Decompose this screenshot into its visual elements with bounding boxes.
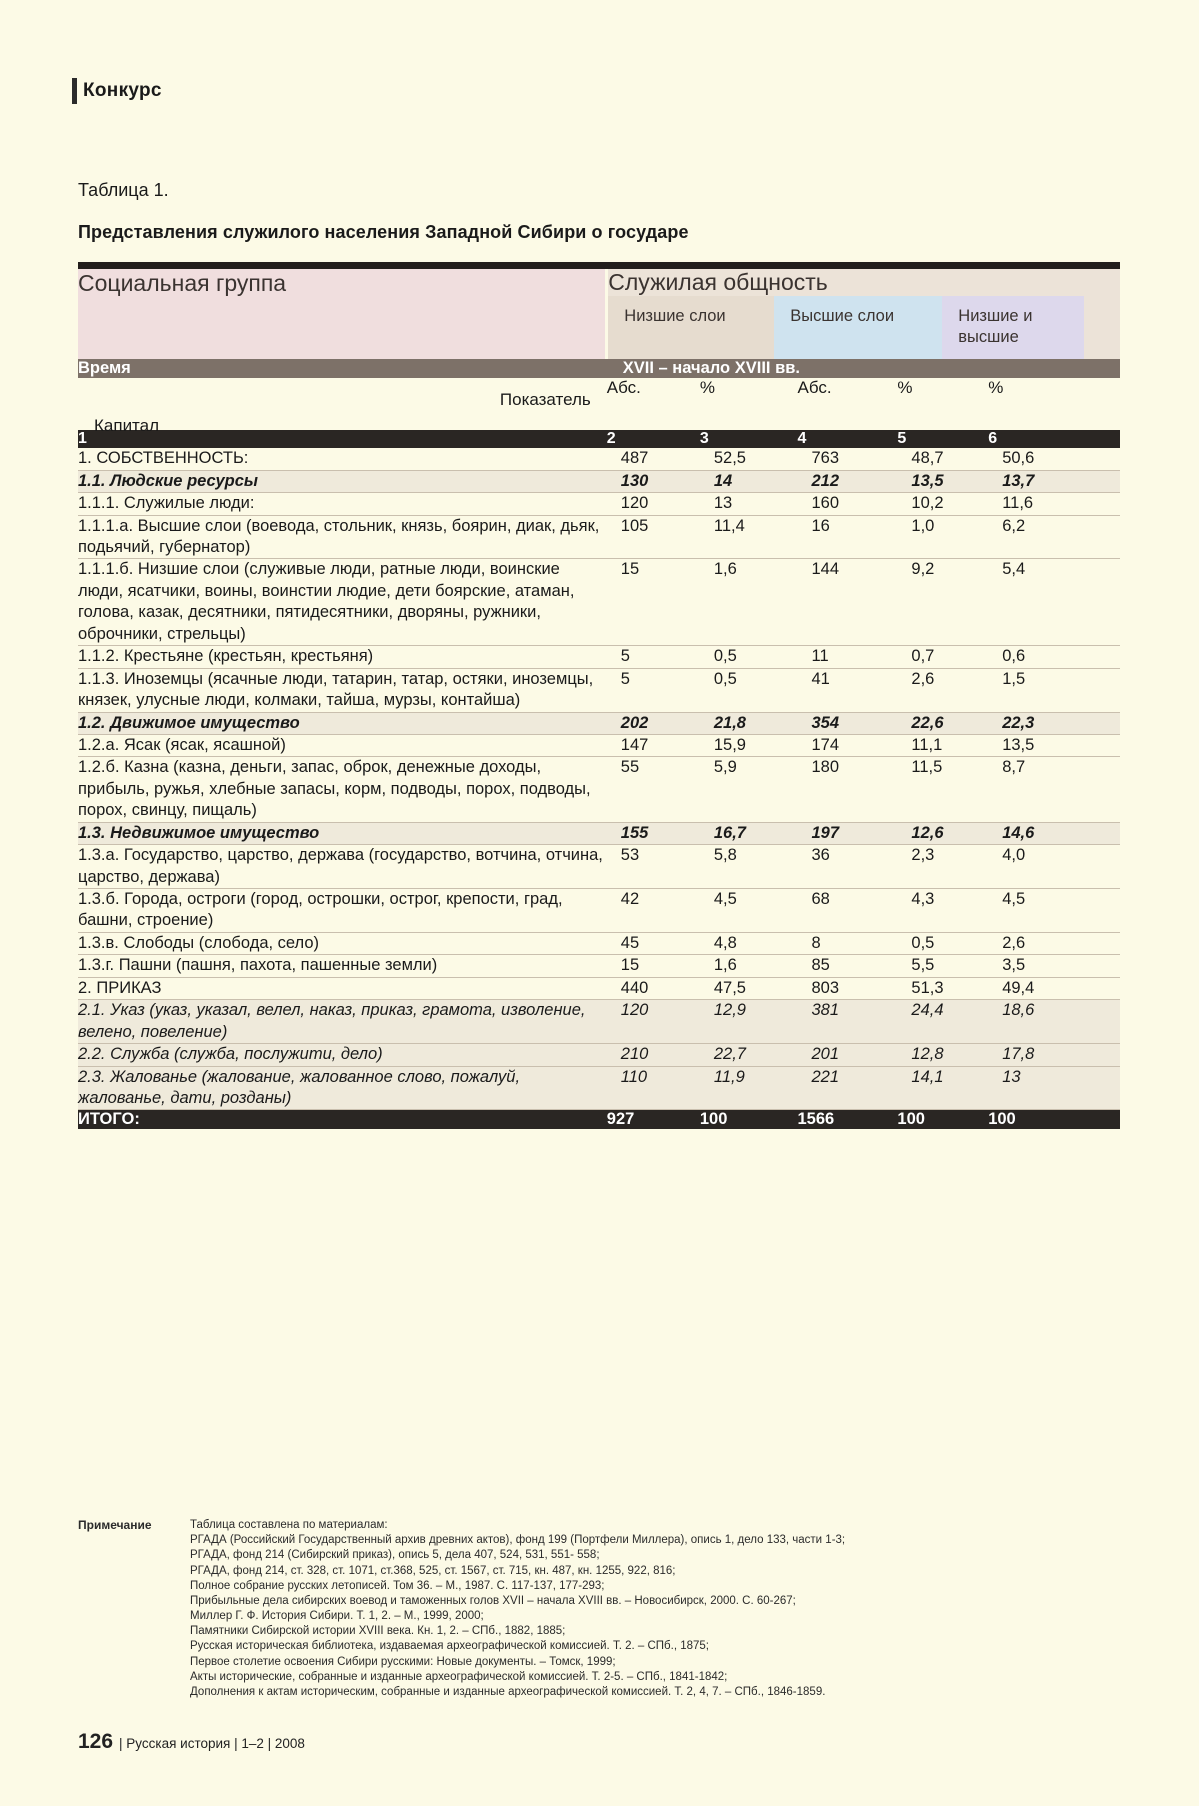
row-value-1: 120 — [607, 1000, 700, 1044]
column-number-row — [78, 430, 1120, 448]
table-row — [78, 493, 1120, 515]
row-label: 1.1.2. Крестьяне (крестьян, крестьяня) — [78, 646, 607, 668]
row-value-2: 0,5 — [700, 646, 798, 668]
unit-header-1: Абс. — [607, 378, 700, 430]
row-label: 1.1.1. Служилые люди: — [78, 493, 607, 515]
row-label: 1.3.в. Слободы (слобода, село) — [78, 932, 607, 954]
row-value-5: 13,5 — [988, 734, 1120, 756]
page-footer — [78, 1730, 305, 1754]
row-value-1: 105 — [607, 515, 700, 559]
row-label: 1.3.г. Пашни (пашня, пахота, пашенные земли) — [78, 955, 607, 977]
row-label: 1.2.а. Ясак (ясак, ясашной) — [78, 734, 607, 756]
row-value-2: 11,9 — [700, 1066, 798, 1110]
row-label: 1.2.б. Казна (казна, деньги, запас, оброк, денежные доходы, прибыль, ружья, хлебные запасы, корм, подводы, порох, подводы, порох, свинцу, пищаль) — [78, 757, 607, 822]
colnum-3: 3 — [700, 430, 798, 448]
row-value-1: 120 — [607, 493, 700, 515]
row-value-1: 202 — [607, 712, 700, 734]
table-row — [78, 559, 1120, 646]
row-label: 1.1.1.б. Низшие слои (служивые люди, ратные люди, воинские люди, ясатчики, воины, воинстии людие, дети боярские, атаман, голова, казак, десятники, пятидесятники, дворяны, ружники, оброчники, стрельцы) — [78, 559, 607, 646]
row-value-5: 49,4 — [988, 977, 1120, 999]
row-value-3: 381 — [798, 1000, 898, 1044]
row-value-4: 13,5 — [897, 470, 988, 492]
table-row — [78, 712, 1120, 734]
total-row — [78, 1110, 1120, 1130]
table-row — [78, 955, 1120, 977]
table-row — [78, 757, 1120, 822]
row-value-2: 11,4 — [700, 515, 798, 559]
row-value-3: 144 — [798, 559, 898, 646]
row-value-1: 15 — [607, 559, 700, 646]
header-accent-bar — [72, 78, 77, 104]
row-value-5: 6,2 — [988, 515, 1120, 559]
total-v4: 100 — [897, 1110, 988, 1130]
table-top-rule — [78, 262, 1120, 269]
row-value-3: 36 — [798, 845, 898, 889]
note-line: Миллер Г. Ф. История Сибири. Т. 1, 2. – М., 1999, 2000; — [190, 1610, 484, 1623]
col-header-both: Низшие и высшие — [942, 296, 1084, 359]
social-group-header: Социальная группа — [78, 269, 607, 359]
row-value-2: 4,8 — [700, 932, 798, 954]
table-row — [78, 1044, 1120, 1066]
note-line: Полное собрание русских летописей. Том 36. – М., 1987. С. 117-137, 177-293; — [190, 1579, 605, 1592]
data-table — [78, 262, 1120, 1129]
row-value-3: 85 — [798, 955, 898, 977]
note-line: Прибыльные дела сибирских воевод и таможенных голов XVII – начала XVIII вв. – Новосибирск, 2000. С. 60-267; — [190, 1594, 796, 1607]
row-value-1: 53 — [607, 845, 700, 889]
table-row — [78, 668, 1120, 712]
table-row — [78, 734, 1120, 756]
notes-block — [78, 1518, 1128, 1700]
row-value-4: 2,6 — [897, 668, 988, 712]
row-value-1: 155 — [607, 822, 700, 844]
row-value-2: 12,9 — [700, 1000, 798, 1044]
row-value-4: 51,3 — [897, 977, 988, 999]
row-value-3: 212 — [798, 470, 898, 492]
row-value-2: 15,9 — [700, 734, 798, 756]
row-value-4: 10,2 — [897, 493, 988, 515]
row-value-2: 47,5 — [700, 977, 798, 999]
row-value-5: 13 — [988, 1066, 1120, 1110]
row-value-5: 11,6 — [988, 493, 1120, 515]
notes-body — [190, 1518, 1128, 1700]
unit-header-2: % — [700, 378, 798, 430]
note-line: Памятники Сибирской истории XVIII века. Кн. 1, 2. – СПб., 1882, 1885; — [190, 1625, 566, 1638]
page-header — [72, 78, 162, 104]
time-label: Время — [78, 359, 607, 378]
row-value-5: 4,5 — [988, 889, 1120, 933]
row-label: 2.1. Указ (указ, указал, велел, наказ, приказ, грамота, изволение, велено, повеление) — [78, 1000, 607, 1044]
row-label: 1.1.1.а. Высшие слои (воевода, стольник, князь, боярин, диак, дьяк, подьячий, губернатор) — [78, 515, 607, 559]
row-value-3: 221 — [798, 1066, 898, 1110]
indicator-label: Показатель — [499, 390, 591, 410]
row-value-4: 1,0 — [897, 515, 988, 559]
colnum-6: 6 — [988, 430, 1120, 448]
note-line: Акты исторические, собранные и изданные археографической комиссией. Т. 2-5. – СПб., 1841-1842; — [190, 1670, 728, 1683]
colnum-5: 5 — [897, 430, 988, 448]
row-value-4: 22,6 — [897, 712, 988, 734]
row-value-5: 2,6 — [988, 932, 1120, 954]
table-row — [78, 1000, 1120, 1044]
row-value-1: 440 — [607, 977, 700, 999]
capital-label: Капитал — [94, 416, 160, 436]
table-title: Представления служилого населения Западной Сибири о государе — [78, 222, 689, 242]
row-value-4: 5,5 — [897, 955, 988, 977]
row-value-2: 0,5 — [700, 668, 798, 712]
col-header-high: Высшие слои — [774, 296, 942, 359]
row-label: 1.2. Движимое имущество — [78, 712, 607, 734]
row-value-1: 55 — [607, 757, 700, 822]
row-value-2: 1,6 — [700, 559, 798, 646]
row-value-5: 22,3 — [988, 712, 1120, 734]
row-value-5: 13,7 — [988, 470, 1120, 492]
row-value-2: 5,9 — [700, 757, 798, 822]
time-value: XVII – начало XVIII вв. — [607, 359, 1120, 378]
total-v2: 100 — [700, 1110, 798, 1130]
row-value-2: 4,5 — [700, 889, 798, 933]
row-label: 1.1.3. Иноземцы (ясачные люди, татарин, татар, остяки, иноземцы, князек, улусные люди, колмаки, тайша, мурзы, контайша) — [78, 668, 607, 712]
table-row — [78, 845, 1120, 889]
row-value-2: 16,7 — [700, 822, 798, 844]
row-value-1: 110 — [607, 1066, 700, 1110]
community-subcolumns — [608, 296, 1120, 359]
table-row — [78, 470, 1120, 492]
journal-info: | Русская история | 1–2 | 2008 — [119, 1736, 305, 1751]
note-line: Русская историческая библиотека, издаваемая археографической комиссией. Т. 2. – СПб., 1875; — [190, 1640, 709, 1653]
row-value-2: 1,6 — [700, 955, 798, 977]
row-label: 1. СОБСТВЕННОСТЬ: — [78, 448, 607, 470]
row-label: 2.2. Служба (служба, послужити, дело) — [78, 1044, 607, 1066]
row-value-5: 0,6 — [988, 646, 1120, 668]
row-value-4: 12,6 — [897, 822, 988, 844]
row-value-3: 8 — [798, 932, 898, 954]
row-value-2: 21,8 — [700, 712, 798, 734]
row-value-2: 13 — [700, 493, 798, 515]
row-value-4: 24,4 — [897, 1000, 988, 1044]
row-label: 1.3. Недвижимое имущество — [78, 822, 607, 844]
row-value-4: 14,1 — [897, 1066, 988, 1110]
table-row — [78, 448, 1120, 470]
row-value-5: 50,6 — [988, 448, 1120, 470]
row-value-4: 48,7 — [897, 448, 988, 470]
row-value-5: 18,6 — [988, 1000, 1120, 1044]
row-value-2: 14 — [700, 470, 798, 492]
unit-header-3: Абс. — [798, 378, 898, 430]
table-row — [78, 1066, 1120, 1110]
table-number: Таблица 1. — [78, 180, 169, 200]
row-value-3: 201 — [798, 1044, 898, 1066]
row-value-4: 11,1 — [897, 734, 988, 756]
row-label: 2.3. Жалованье (жалование, жалованное слово, пожалуй, жалованье, дати, розданы) — [78, 1066, 607, 1110]
row-value-4: 11,5 — [897, 757, 988, 822]
row-value-3: 180 — [798, 757, 898, 822]
col-header-low: Низшие слои — [608, 296, 774, 359]
row-value-2: 5,8 — [700, 845, 798, 889]
time-row — [78, 359, 1120, 378]
row-value-1: 130 — [607, 470, 700, 492]
table-body — [78, 448, 1120, 1110]
row-value-4: 2,3 — [897, 845, 988, 889]
row-value-1: 147 — [607, 734, 700, 756]
note-line: РГАДА (Российский Государственный архив древних актов), фонд 199 (Портфели Миллера), опись 1, дело 133, части 1-3; — [190, 1534, 846, 1547]
indicator-left-cell — [78, 378, 607, 436]
row-value-5: 4,0 — [988, 845, 1120, 889]
total-v1: 927 — [607, 1110, 700, 1130]
total-label: ИТОГО: — [78, 1110, 607, 1130]
note-line: Дополнения к актам историческим, собранные и изданные археографической комиссией. Т. 2, 4, 7. – СПб., 1846-1859. — [190, 1685, 826, 1698]
unit-header-4: % — [897, 378, 988, 430]
row-value-5: 3,5 — [988, 955, 1120, 977]
note-line: РГАДА, фонд 214, ст. 328, ст. 1071, ст.368, 525, ст. 1567, ст. 715, кн. 487, кн. 1255, 922, 816; — [190, 1564, 676, 1577]
table-row — [78, 889, 1120, 933]
note-line: Таблица составлена по материалам: — [190, 1519, 388, 1531]
row-value-5: 8,7 — [988, 757, 1120, 822]
row-value-3: 763 — [798, 448, 898, 470]
row-value-3: 68 — [798, 889, 898, 933]
row-value-3: 197 — [798, 822, 898, 844]
colnum-1: 1 — [78, 430, 607, 448]
row-value-1: 45 — [607, 932, 700, 954]
indicator-row — [78, 378, 1120, 430]
page-number: 126 — [78, 1730, 114, 1753]
row-value-1: 487 — [607, 448, 700, 470]
colnum-4: 4 — [798, 430, 898, 448]
row-value-3: 174 — [798, 734, 898, 756]
row-value-1: 5 — [607, 668, 700, 712]
row-value-4: 4,3 — [897, 889, 988, 933]
table-row — [78, 822, 1120, 844]
row-value-1: 15 — [607, 955, 700, 977]
notes-label: Примечание — [78, 1518, 152, 1532]
total-v3: 1566 — [798, 1110, 898, 1130]
row-value-4: 12,8 — [897, 1044, 988, 1066]
row-value-3: 803 — [798, 977, 898, 999]
table-row — [78, 646, 1120, 668]
row-value-1: 5 — [607, 646, 700, 668]
row-value-1: 210 — [607, 1044, 700, 1066]
row-value-3: 41 — [798, 668, 898, 712]
row-value-3: 160 — [798, 493, 898, 515]
table-row — [78, 977, 1120, 999]
colnum-2: 2 — [607, 430, 700, 448]
note-line: Первое столетие освоения Сибири русскими: Новые документы. – Томск, 1999; — [190, 1655, 616, 1668]
row-label: 1.3.а. Государство, царство, держава (государство, вотчина, отчина, царство, держава) — [78, 845, 607, 889]
row-label: 1.3.б. Города, остроги (город, острошки, острог, крепости, град, башни, строение) — [78, 889, 607, 933]
row-value-5: 1,5 — [988, 668, 1120, 712]
row-value-3: 11 — [798, 646, 898, 668]
row-value-5: 14,6 — [988, 822, 1120, 844]
row-value-5: 5,4 — [988, 559, 1120, 646]
total-v5: 100 — [988, 1110, 1120, 1130]
table-row — [78, 932, 1120, 954]
header-row-groups — [78, 269, 1120, 359]
row-value-3: 16 — [798, 515, 898, 559]
community-header-cell — [607, 269, 1120, 359]
row-value-2: 22,7 — [700, 1044, 798, 1066]
note-line: РГАДА, фонд 214 (Сибирский приказ), опись 5, дела 407, 524, 531, 551- 558; — [190, 1549, 600, 1562]
row-value-4: 0,5 — [897, 932, 988, 954]
unit-header-5: % — [988, 378, 1120, 430]
row-label: 2. ПРИКАЗ — [78, 977, 607, 999]
row-value-4: 9,2 — [897, 559, 988, 646]
row-value-5: 17,8 — [988, 1044, 1120, 1066]
row-value-2: 52,5 — [700, 448, 798, 470]
community-header-label: Служилая общность — [608, 269, 828, 295]
row-value-4: 0,7 — [897, 646, 988, 668]
section-title: Конкурс — [83, 80, 162, 101]
row-value-1: 42 — [607, 889, 700, 933]
row-value-3: 354 — [798, 712, 898, 734]
table-row — [78, 515, 1120, 559]
row-label: 1.1. Людские ресурсы — [78, 470, 607, 492]
